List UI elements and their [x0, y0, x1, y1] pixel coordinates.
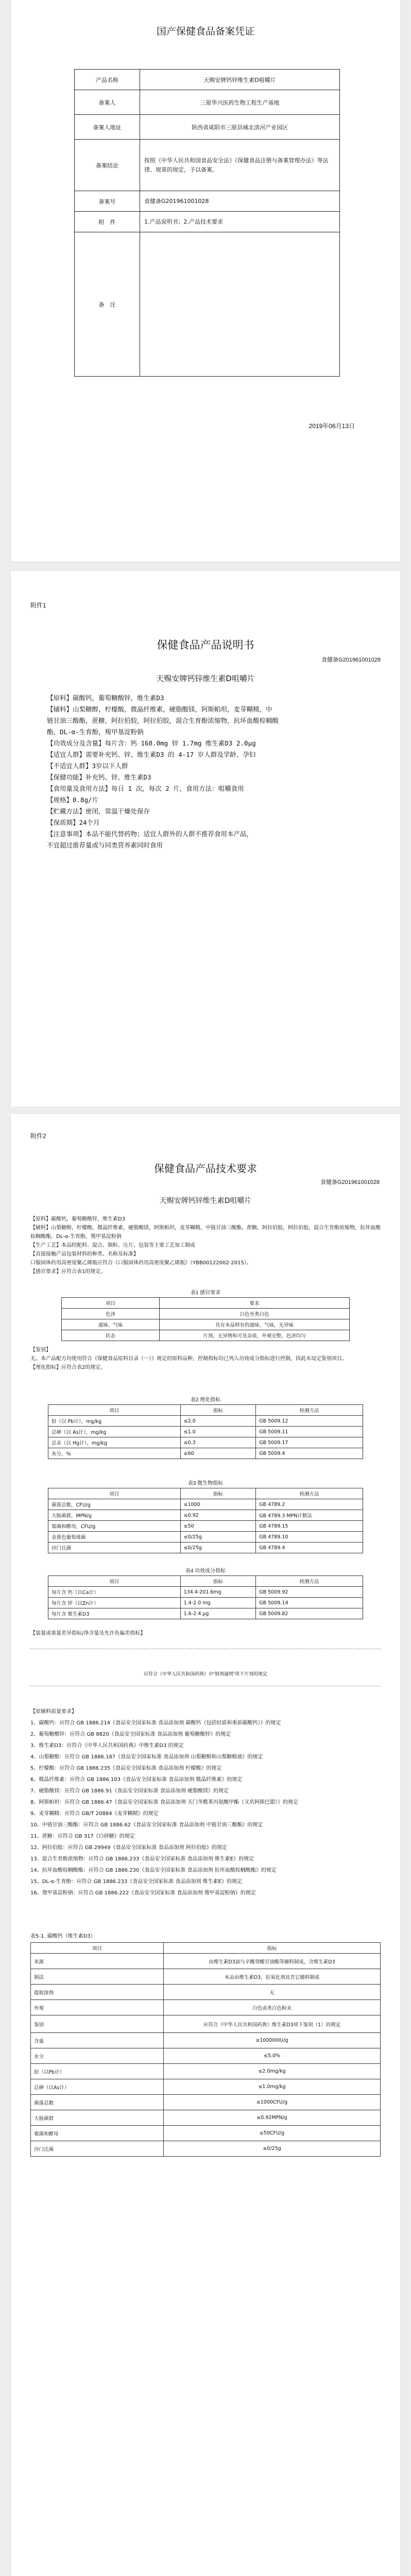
- row-value: 食健备G201961001028: [140, 191, 340, 212]
- table-cell: 片剂，无异物和可见杂质，外观完整，色泽均匀: [160, 1330, 350, 1341]
- table4-caption: 表4 功效成分指标: [185, 1568, 226, 1574]
- table-cell: ≤0/25g: [180, 1543, 256, 1553]
- row-value: 三原华兴医药生物工程生产基地: [140, 90, 340, 115]
- table-row: [48, 1543, 363, 1553]
- row-value: 按照《中华人民共和国食品安全法》《保健食品注册与备案管理办法》等法律、规章的规定，予以备案。: [140, 140, 340, 191]
- table-row: [31, 2095, 381, 2110]
- table-cell: 无: [164, 1985, 381, 2000]
- table-row: [48, 1448, 363, 1459]
- manual-body: [47, 692, 368, 851]
- certificate-date: 2019年06月13日: [309, 422, 355, 430]
- table-cell: 总汞（以 Hg计），mg/kg: [48, 1437, 181, 1448]
- table-cell: 白色至类白色: [160, 1309, 350, 1319]
- table-cell: ≤1000: [180, 1499, 256, 1510]
- table-row: [48, 1521, 363, 1532]
- table-cell: 1.4-2.0 mg: [180, 1598, 256, 1608]
- tech-title: 保健食品产品技术要求: [154, 1162, 257, 1175]
- table1-caption: 表1 感官要求: [190, 1290, 221, 1296]
- annex-label: 附件1: [30, 602, 46, 609]
- table-cell: GB 5009.11: [256, 1427, 363, 1437]
- table-cell: 1.6-2.4 μg: [180, 1608, 256, 1619]
- table-cell: ≤1000CFU/g: [164, 2095, 381, 2110]
- raw-item: 7、硬脂酸镁：应符合 GB 1886.91《食品安全国家标准 食品添加剂 硬脂酸镁》的规定: [30, 1788, 229, 1794]
- raw-material-section: [30, 1706, 381, 1899]
- manual-title: 保健食品产品说明书: [157, 639, 254, 651]
- row-value: [140, 232, 340, 377]
- table-cell: 铅（以Pb计）: [31, 2064, 164, 2079]
- table-row: [31, 2015, 381, 2033]
- table-cell: ≤5.0%: [164, 2048, 381, 2064]
- table-cell: 每片含 维生素D3: [48, 1608, 181, 1619]
- table-cell: ≤1.0mg/kg: [164, 2079, 381, 2095]
- raw-item: 9、麦芽糊精：应符合 GB/T 20884《麦芽糊精》的规定: [30, 1811, 159, 1817]
- row-value: 陕西省咸阳市三原县城北清河产业园区: [140, 115, 340, 140]
- table-row: [48, 1510, 363, 1521]
- table-header: 指标: [180, 1405, 256, 1416]
- table-cell: 沙门氏菌: [48, 1543, 181, 1553]
- table-row: [31, 2064, 381, 2079]
- manual-line: 【功效成分及含量】每片含：钙 168.0mg 锌 1.7mg 维生素D3 2.0μg: [47, 739, 256, 747]
- table-cell: 含量: [31, 2033, 164, 2048]
- intro-line: 口服固体药用高密度聚乙烯瓶应符合《口服固体药用高密度聚乙烯瓶》（YBB00122002-2015）。: [30, 1260, 252, 1266]
- table-cell: 水分: [31, 2048, 164, 2064]
- table-row: [48, 1608, 363, 1619]
- table-row: [31, 2000, 381, 2015]
- table-cell: GB 5009.12: [256, 1416, 363, 1427]
- table-row: [48, 1587, 363, 1598]
- intro-line: 【感官要求】应符合表1的规定。: [30, 1269, 106, 1275]
- table-cell: 总砷（以 As计），mg/kg: [48, 1427, 181, 1437]
- table-cell: ≤2.0mg/kg: [164, 2064, 381, 2079]
- row-value: 1.产品说明书；2.产品技术要求: [140, 212, 340, 232]
- table-header: 项目: [48, 1488, 181, 1499]
- table-cell: 大肠菌群，MPN/g: [48, 1510, 181, 1521]
- table-row: [31, 2048, 381, 2064]
- pharmacopoeia-note: 应符合《中华人民共和国药典》中“制剂通则”项下片剂的规定: [144, 1671, 267, 1676]
- table-cell: 总砷（以As计）: [31, 2079, 164, 2095]
- table-cell: 菌落总数: [31, 2095, 164, 2110]
- table-cell: ≤50: [180, 1521, 256, 1532]
- table-row: [31, 1969, 381, 1985]
- table-cell: 外观: [31, 2000, 164, 2015]
- manual-line: 【不适宜人群】3岁以下人群: [47, 762, 128, 770]
- raw-item: 4、山梨糖醇：应符合 GB 1886.187《食品安全国家标准 食品添加剂 山梨糖醇和山梨糖醇液》的规定: [30, 1754, 263, 1760]
- raw-item: 5、柠檬酸：应符合 GB 1886.235《食品安全国家标准 食品添加剂 柠檬酸》的规定: [30, 1766, 222, 1771]
- table-physicochemical: [48, 1404, 363, 1459]
- raw-item: 14、抗坏血酸棕榈酸酯：应符合 GB 1886.230《食品安全国家标准 食品添加剂 抗坏血酸棕榈酸酯》的规定: [30, 1868, 277, 1873]
- table-row: [31, 2079, 381, 2095]
- intro-line: 【直接接触产品包装材料的种类、名称及标准】: [30, 1251, 139, 1257]
- page-technical-requirements: [11, 1114, 400, 2576]
- table-row: [31, 2141, 381, 2157]
- intro-section: [30, 1215, 381, 1276]
- table-sensory: [61, 1297, 350, 1341]
- table-cell: 沙门氏菌: [31, 2141, 164, 2157]
- raw-item: 11、蔗糖：应符合 GB 317《白砂糖》的规定: [30, 1834, 135, 1839]
- manual-line: 链甘油三酸酯，蔗糖，阿拉伯胶，阿拉伯胶，混合生育酚浓缩物，抗坏血酸棕榈酸: [47, 717, 279, 724]
- table-cell: GB 4789.3 MPN计数法: [256, 1510, 363, 1521]
- table-header: 要求: [160, 1298, 350, 1309]
- row-label: 备案人地址: [75, 115, 140, 140]
- table-cell: ≤1.0: [180, 1427, 256, 1437]
- table-row: [31, 1985, 381, 2000]
- table-row: [31, 2033, 381, 2048]
- manual-line: 【保健功能】补充钙、锌、维生素D3: [47, 773, 151, 781]
- table-cell: GB 4789.10: [256, 1532, 363, 1543]
- mid-line: 【理化指标】应符合表2的规定。: [30, 1365, 106, 1370]
- table-cell: 来源: [31, 1954, 164, 1969]
- table-header: 项目: [31, 1943, 164, 1954]
- table-cell: 金黄色葡萄球菌: [48, 1532, 181, 1543]
- page-certificate: [11, 0, 400, 562]
- table-cell: ≤50CFU/g: [164, 2126, 381, 2141]
- table-header: 项目: [48, 1405, 181, 1416]
- table-cell: GB 4789.4: [256, 1543, 363, 1553]
- table-cell: 鉴别: [31, 2015, 164, 2033]
- table-row: [31, 1954, 381, 1969]
- table-cell: 大肠菌群: [31, 2110, 164, 2126]
- table-row: [31, 2126, 381, 2141]
- table-functional: [48, 1575, 363, 1619]
- registration-number: 食健备G201961001028: [320, 1179, 380, 1185]
- raw-item: 16、羧甲基淀粉钠：应符合 GB 1886.222《食品安全国家标准 食品添加剂 羧甲基淀粉钠》的规定: [30, 1890, 256, 1896]
- table-cell: 每片含 锌（以Zn计）: [48, 1598, 181, 1608]
- annex-label: 附件2: [30, 1132, 46, 1140]
- weight-variation-heading: 【装量或重量差异指标/净含量及允许负偏差指标】: [30, 1631, 146, 1636]
- table-cell: ≤0/25g: [180, 1532, 256, 1543]
- table-cell: 白色或类白色粉末: [164, 2000, 381, 2015]
- table-cell: ≤0.3: [180, 1437, 256, 1448]
- table-cell: ≤60: [180, 1448, 256, 1459]
- row-label: 备案人: [75, 90, 140, 115]
- intro-line: 【原料】碳酸钙，葡萄糖酸锌，维生素D3: [30, 1216, 126, 1222]
- table-cell: ≤0.92: [180, 1510, 256, 1521]
- table-row: [48, 1499, 363, 1510]
- table-cell: 菌落总数，CFU/g: [48, 1499, 181, 1510]
- registration-number: 食健备G201961001028: [321, 657, 381, 663]
- raw-item: 6、微晶纤维素：应符合 GB 1886.103《食品安全国家标准 食品添加剂 微晶纤维素》的规定: [30, 1777, 243, 1783]
- row-label: 备案号: [75, 191, 140, 212]
- table-row: [48, 1598, 363, 1608]
- manual-line: 【食用量及食用方法】每日 1 次，每次 2 片，食用方法：咀嚼食用: [47, 785, 244, 792]
- table-cell: ≤2.0: [180, 1416, 256, 1427]
- table-cell: 铅（以 Pb计），mg/kg: [48, 1416, 181, 1427]
- product-name: 天赐安牌钙锌维生素D咀嚼片: [156, 674, 255, 683]
- manual-line: 【辅料】山梨糖醇，柠檬酸，微晶纤维素，硬脂酸镁，阿斯帕坦，麦芽糊精，中: [47, 705, 272, 713]
- mid-line: 无。本产品配方均使用符合《保健食品原料目录（一）》规定的原料品种，控制指标均已列入功效成分指标进行控制，因此未设定鉴别项目。: [30, 1356, 347, 1362]
- table-vitamin-d3: [30, 1942, 381, 2157]
- manual-line: 【规格】0.8g/片: [47, 796, 99, 804]
- table-header: 指标: [180, 1488, 256, 1499]
- row-label: 产品名称: [75, 70, 140, 90]
- certificate-title: 国产保健食品备案凭证: [156, 26, 254, 37]
- table-header: 项目: [48, 1576, 181, 1587]
- table-header: 指标: [164, 1943, 381, 1954]
- table-header: 指标: [180, 1576, 256, 1587]
- raw-item: 2、葡萄糖酸锌：应符合 GB 8820《食品安全国家标准 食品添加剂 葡萄糖酸锌》的规定: [30, 1732, 231, 1737]
- table-header: 项目: [62, 1298, 160, 1309]
- table-cell: GB 5009.4: [256, 1448, 363, 1459]
- table-cell: 应符合《中华人民共和国药典》维生素D3项下鉴别（1）的规定: [164, 2015, 381, 2033]
- table-row: [62, 1309, 350, 1319]
- table-cell: 色泽: [62, 1309, 160, 1319]
- table-cell: GB 5009.92: [256, 1587, 363, 1598]
- table-row: [48, 1416, 363, 1427]
- table-cell: GB 4789.15: [256, 1521, 363, 1532]
- manual-line: 【保质期】24个月: [47, 819, 100, 826]
- product-name: 天赐安牌钙锌维生素D咀嚼片: [159, 1197, 252, 1205]
- table-cell: 每片含 钙（以Ca计）: [48, 1587, 181, 1598]
- table-cell: 提取溶剂: [31, 1985, 164, 2000]
- table5-caption: 表5-1. 碳酸钙（维生素D3）: [30, 1934, 96, 1939]
- table-row: [48, 1437, 363, 1448]
- intro-line: 【辅料】山梨糖醇，柠檬酸，微晶纤维素，硬脂酸镁，阿斯帕坦，麦芽糊精，中链甘油三酸酯，蔗糖，阿拉伯胶，阿拉伯胶，混合生育酚浓缩物，抗坏血酸棕榈酸酯，DL-α-生育酚，羧甲基淀粉钠: [30, 1225, 381, 1240]
- table2-caption: 表2 理化指标: [190, 1397, 221, 1403]
- table-row: [62, 1330, 350, 1341]
- table-cell: 制法: [31, 1969, 164, 1985]
- raw-item: 10、中链甘油三酸酯：应符合 GB 1886.62《食品安全国家标准 食品添加剂 中链甘油三酸酯》的规定: [30, 1822, 263, 1828]
- manual-line: 【贮藏方法】密闭，常温干燥处保存: [47, 807, 150, 815]
- manual-line: 酯，DL-α-生育酚，羧甲基淀粉钠: [47, 728, 144, 736]
- table-header: 检测方法: [256, 1576, 363, 1587]
- table-cell: 具有本品特有的滋味、气味，无异味: [160, 1319, 350, 1330]
- mid-line: 【鉴别】: [30, 1347, 51, 1353]
- raw-item: 13、混合生育酚浓缩物：应符合 GB 1886.233《食品安全国家标准 食品添加剂 维生素E》的规定: [30, 1856, 254, 1862]
- table-cell: 由维生素D3油与辛酸癸酸甘油酯等辅料制成，含维生素D3: [164, 1954, 381, 1969]
- table3-caption: 表3 微生物指标: [187, 1481, 224, 1486]
- table-cell: 滋味、气味: [62, 1319, 160, 1330]
- table-cell: 霉菌和酵母，CFU/g: [48, 1521, 181, 1532]
- table-cell: GB 5009.17: [256, 1437, 363, 1448]
- page-product-manual: [11, 571, 400, 1107]
- table-cell: GB 4789.2: [256, 1499, 363, 1510]
- raw-item: 12、阿拉伯胶：应符合 GB 29949《食品安全国家标准 食品添加剂 阿拉伯胶》的规定: [30, 1845, 227, 1851]
- row-label: 备 注: [75, 232, 140, 377]
- table-row: [48, 1532, 363, 1543]
- raw-title: 【原辅料质量要求】: [30, 1709, 77, 1715]
- row-label: 附 件: [75, 212, 140, 232]
- raw-item: 8、阿斯帕坦：应符合 GB 1886.47《食品安全国家标准 食品添加剂 天门冬酰苯丙氨酸甲酯（又名阿斯巴甜）》的规定: [30, 1800, 299, 1805]
- table-header: 检测方法: [256, 1488, 363, 1499]
- table-cell: GB 5009.14: [256, 1598, 363, 1608]
- table-row: [31, 2110, 381, 2126]
- row-value: 天赐安牌钙锌维生素D咀嚼片: [140, 70, 340, 90]
- table-cell: ≤0/25g: [164, 2141, 381, 2157]
- table-row: [62, 1319, 350, 1330]
- identification-section: [30, 1346, 381, 1372]
- certificate-table: [74, 69, 340, 377]
- table-row: [48, 1427, 363, 1437]
- intro-line: 【生产工艺】本品经配料、混合、制粒、压片、包装等主要工艺加工制成: [30, 1243, 195, 1248]
- raw-item: 1、碳酸钙：应符合 GB 1886.214《食品安全国家标准 食品添加剂 碳酸钙（包括轻质和重质碳酸钙）》的规定: [30, 1720, 281, 1726]
- table-header: 检测方法: [256, 1405, 363, 1416]
- table-cell: 状态: [62, 1330, 160, 1341]
- manual-line: 不宜超过推荐量或与同类营养素同时食用: [47, 841, 163, 849]
- manual-line: 【适宜人群】需要补充钙、锌、维生素D3 的 4-17 岁人群及学龄、孕妇: [47, 751, 256, 758]
- table-cell: 134.4-201.6mg: [180, 1587, 256, 1598]
- manual-line: 【原料】碳酸钙，葡萄糖酸锌，维生素D3: [47, 694, 164, 702]
- raw-item: 15、DL-α-生育酚：应符合 GB 1886.233《食品安全国家标准 食品添加剂 维生素E》的规定: [30, 1879, 242, 1885]
- table-microbial: [48, 1488, 363, 1553]
- manual-line: 【注意事项】本品不能代替药物；适宜人群外的人群不推荐食用本产品，: [47, 830, 253, 838]
- table-cell: 本品由维生素D3、抗氧化剂及其它辅料制成: [164, 1969, 381, 1985]
- table-cell: ≤0.92MPN/g: [164, 2110, 381, 2126]
- raw-item: 3、维生素D3：应符合《中华人民共和国药典》中维生素D3 的规定: [30, 1743, 184, 1749]
- table-cell: 霉菌和酵母: [31, 2126, 164, 2141]
- table-cell: 灰分，%: [48, 1448, 181, 1459]
- row-label: 备案结论: [75, 140, 140, 191]
- table-cell: GB 5009.82: [256, 1608, 363, 1619]
- table-cell: ≥100000IU/g: [164, 2033, 381, 2048]
